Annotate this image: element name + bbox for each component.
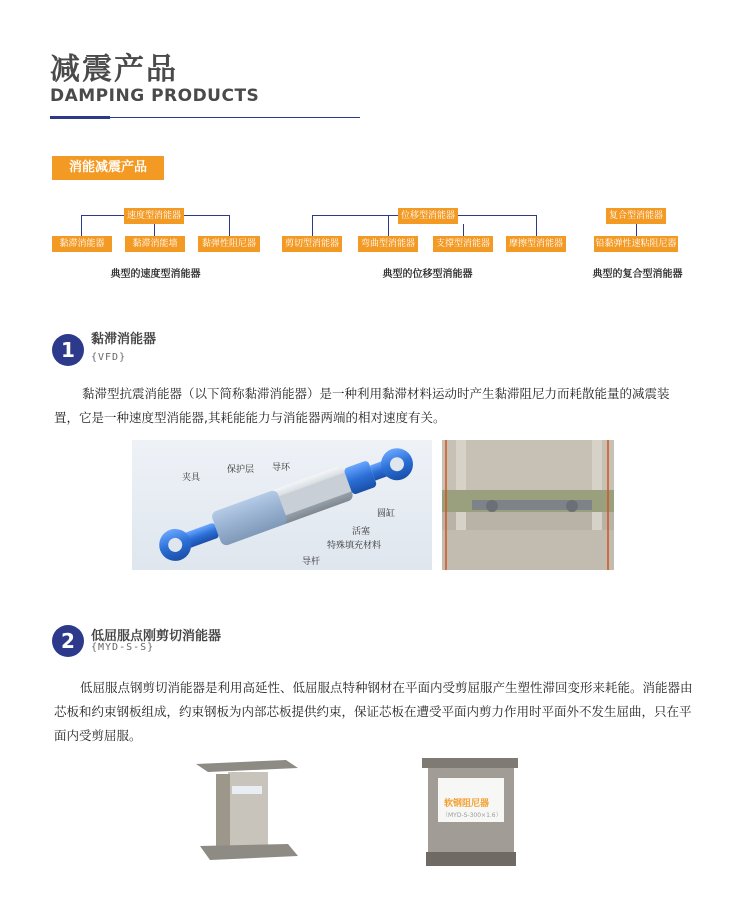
- callout-piston: 活塞: [352, 527, 371, 537]
- callout-filler: 特殊填充材料: [327, 541, 382, 551]
- tree-connector: [229, 215, 230, 236]
- installed-damper-illustration: [442, 440, 614, 570]
- tree-caption: 典型的速度型消能器: [110, 269, 201, 280]
- tree-child: 摩擦型消能器: [506, 236, 566, 252]
- shear-damper-photo-right: [412, 756, 528, 868]
- tree-child: 弯曲型消能器: [358, 236, 418, 252]
- tree-child: 剪切型消能器: [282, 236, 342, 252]
- callout-cylinder: 圆缸: [377, 509, 396, 519]
- item-title: 低屈服点刚剪切消能器: [91, 629, 222, 644]
- classification-tree: [0, 0, 750, 300]
- callout-protective-layer: 保护层: [227, 465, 255, 475]
- tree-connector: [184, 215, 229, 216]
- tree-connector: [312, 215, 398, 216]
- section-badge: 消能减震产品: [52, 156, 164, 180]
- tree-connector: [81, 215, 82, 236]
- tree-child: 支撑型消能器: [433, 236, 493, 252]
- callout-guide-rod: 导杆: [302, 557, 321, 567]
- callout-guide-ring: 导环: [272, 463, 291, 473]
- item-description: 低屈服点钢剪切消能器是利用高延性、低屈服点特种钢材在平面内受剪屈服产生塑性滞回变形来耗能。消能器由芯板和约束钢板组成，约束钢板为内部芯板提供约束，保证芯板在遭受平面内剪力作用时平面外不发生屈曲，只在平面内受剪屈服。: [54, 680, 693, 743]
- tree-connector: [458, 215, 536, 216]
- shear-damper-photo-left: [192, 756, 300, 868]
- callout-clamp: 夹具: [182, 473, 201, 483]
- tree-connector: [536, 215, 537, 236]
- installed-damper-photo: [442, 440, 614, 570]
- page-subtitle: DAMPING PRODUCTS: [50, 86, 260, 106]
- shear-damper-left-illustration: [192, 756, 300, 868]
- damper-label-sub: （MYD-S-300×1.6）: [442, 812, 502, 819]
- item-title: 黏滞消能器: [91, 332, 157, 347]
- tree-connector: [312, 215, 313, 236]
- tree-child: 黏滞消能器: [52, 236, 112, 252]
- tree-caption: 典型的位移型消能器: [382, 269, 473, 280]
- tree-parent-velocity: 速度型消能器: [124, 208, 184, 224]
- item-number-badge: 2: [52, 625, 84, 657]
- item-number-badge: 1: [52, 334, 84, 366]
- tree-child: 黏滞消能墙: [125, 236, 185, 252]
- tree-child: 黏弹性阻尼器: [198, 236, 260, 252]
- item-code: {VFD}: [91, 352, 127, 363]
- page-title: 减震产品: [50, 52, 178, 87]
- tree-parent-composite: 复合型消能器: [606, 208, 666, 224]
- item-code: {MYD-S-S}: [91, 642, 155, 653]
- tree-child: 铅黏弹性速粘阻尼器: [594, 236, 678, 252]
- damper-label-main: 软钢阻尼器: [444, 799, 490, 809]
- item-description: 黏滞型抗震消能器（以下简称黏滞消能器）是一种利用黏滞材料运动时产生黏滞阻尼力而耗散能量的减震装置，它是一种速度型消能器,其耗能能力与消能器两端的相对速度有关。: [54, 386, 670, 425]
- tree-connector: [388, 215, 389, 236]
- tree-connector: [463, 224, 464, 236]
- tree-parent-displacement: 位移型消能器: [398, 208, 458, 224]
- viscous-damper-diagram: [132, 440, 432, 570]
- tree-caption: 典型的复合型消能器: [592, 269, 683, 280]
- tree-connector: [154, 224, 155, 236]
- tree-connector: [81, 215, 124, 216]
- tree-connector: [636, 224, 637, 236]
